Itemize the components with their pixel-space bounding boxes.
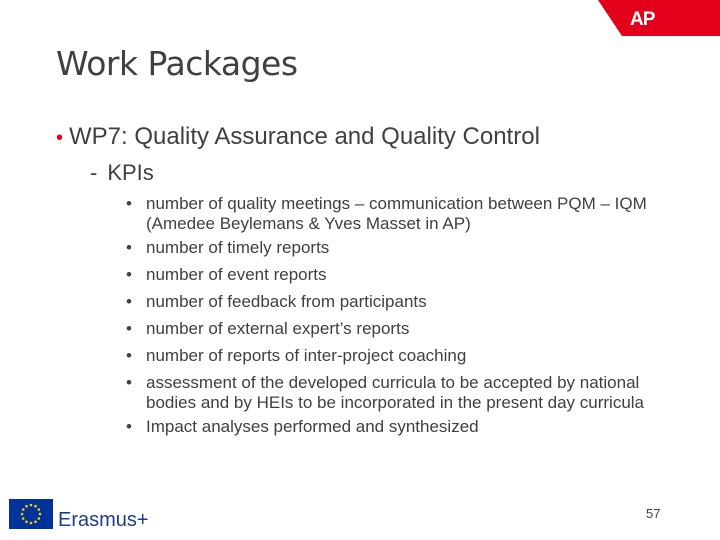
kpi-text: number of feedback from participants (146, 292, 427, 311)
bullet-level1 (56, 122, 540, 153)
kpi-item (126, 346, 666, 366)
eu-flag-icon (9, 499, 53, 529)
bullet-dot: • (56, 127, 64, 149)
kpi-item (126, 238, 666, 258)
bullet-level1-text: WP7: Quality Assurance and Quality Control (69, 123, 540, 150)
bullet-level2-text: KPIs (107, 160, 154, 185)
slide-title: Work Packages (56, 44, 298, 83)
kpi-item (126, 373, 666, 413)
bullet-dot: • (126, 319, 132, 338)
bullet-dot: • (126, 292, 132, 311)
bullet-dot: • (126, 265, 132, 284)
erasmus-plus-logo: Erasmus+ (58, 509, 149, 531)
kpi-list (126, 194, 666, 444)
bullet-level2 (90, 160, 154, 186)
bullet-dot: • (126, 194, 132, 213)
ap-logo: AP (630, 9, 655, 30)
kpi-text: Impact analyses performed and synthesized (146, 417, 479, 436)
kpi-item (126, 265, 666, 285)
bullet-dot: • (126, 373, 132, 392)
bullet-dot: • (126, 417, 132, 436)
kpi-text: number of quality meetings – communication between PQM – IQM (Amedee Beylemans & Yves Masset in AP) (146, 194, 647, 233)
kpi-item (126, 417, 666, 437)
dash-marker: - (90, 160, 98, 185)
kpi-text: assessment of the developed curricula to be accepted by national bodies and by HEIs to be incorporated in the present day curricula (146, 373, 645, 412)
bullet-dot: • (126, 346, 132, 365)
kpi-item (126, 319, 666, 339)
kpi-item (126, 194, 666, 234)
kpi-text: number of event reports (146, 265, 327, 284)
bullet-dot: • (126, 238, 132, 257)
kpi-text: number of timely reports (146, 238, 330, 257)
kpi-item (126, 292, 666, 312)
page-number: 57 (646, 506, 661, 521)
kpi-text: number of external expert’s reports (146, 319, 410, 338)
kpi-text: number of reports of inter-project coaching (146, 346, 467, 365)
